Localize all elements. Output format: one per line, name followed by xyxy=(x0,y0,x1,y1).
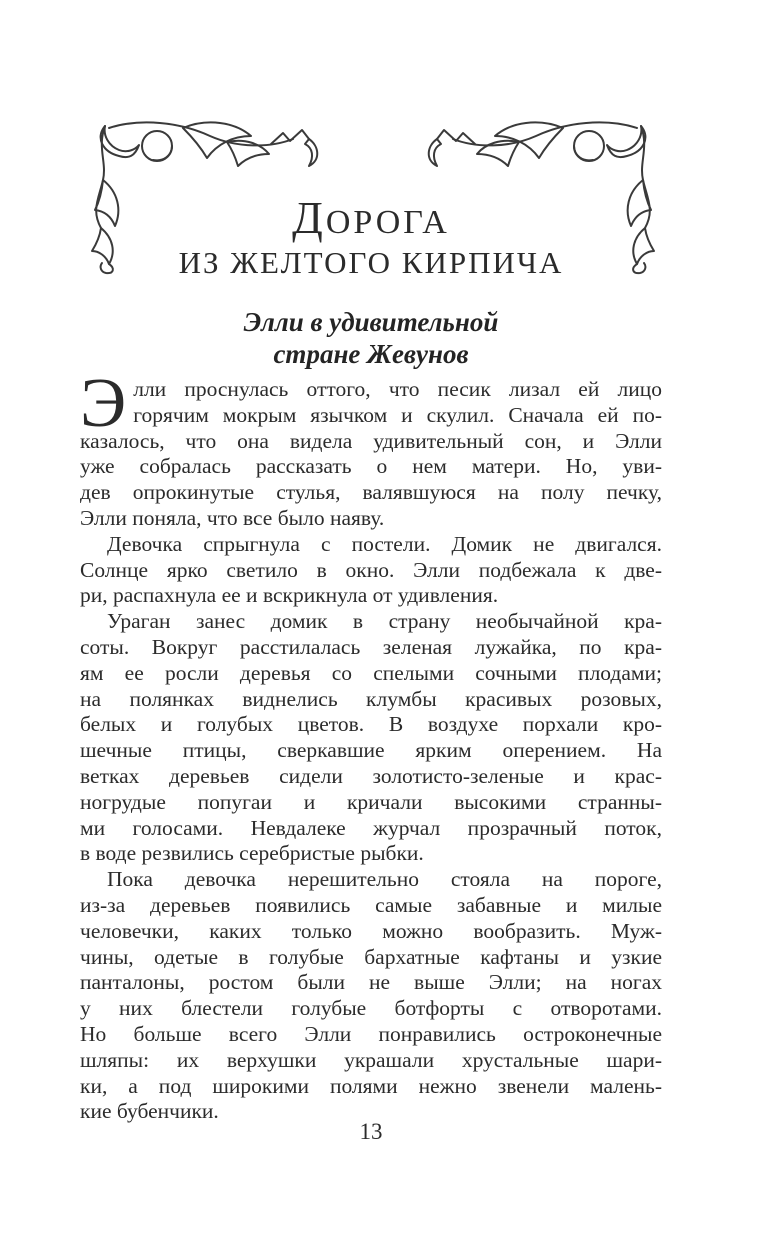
paragraph xyxy=(80,365,662,532)
text-line: уже собралась рассказать о нем матери. Но, уви- xyxy=(80,454,662,479)
text-line: казалось, что она видела удивительный сон, и Элли xyxy=(80,428,662,453)
paragraph xyxy=(80,532,662,609)
section-subtitle xyxy=(80,306,662,370)
text-line: Элли поняла, что все было наяву. xyxy=(80,505,385,530)
text-line: Но больше всего Элли понравились остроконечные xyxy=(80,1021,662,1046)
text-line: соты. Вокруг расстилалась зеленая лужайка, по кра- xyxy=(80,634,662,659)
drop-cap: Э xyxy=(80,365,127,442)
text-line: Пока девочка нерешительно стояла на пороге, xyxy=(107,867,662,892)
text-line: Девочка спрыгнула с постели. Домик не двигался. xyxy=(107,531,662,556)
chapter-title xyxy=(80,193,662,282)
text-line: человечки, каких только можно вообразить. Муж- xyxy=(80,918,662,943)
text-line: кие бубенчики. xyxy=(80,1099,219,1124)
chapter-title-line1: ДОРОГА xyxy=(292,193,450,243)
paragraph xyxy=(80,867,662,1125)
text-line: ми голосами. Невдалеке журчал прозрачный поток, xyxy=(80,815,662,840)
text-line: ям ее росли деревья со спелыми сочными плодами; xyxy=(80,660,662,685)
text-line: белых и голубых цветов. В воздухе порхали кро- xyxy=(80,712,662,737)
text-line: ки, а под широкими полями нежно звенели малень- xyxy=(80,1073,662,1098)
text-line: ногрудые попугаи и кричали высокими странны- xyxy=(80,789,662,814)
text-line: чины, одетые в голубые бархатные кафтаны и узкие xyxy=(80,944,662,969)
text-line: Ураган занес домик в страну необычайной кра- xyxy=(107,609,662,634)
text-line: горячим мокрым язычком и скулил. Сначала ей по- xyxy=(133,402,662,427)
subtitle-line1: Элли в удивительной xyxy=(243,307,499,337)
text-line: лли проснулась оттого, что песик лизал ей лицо xyxy=(133,377,662,401)
text-line: из-за деревьев появились самые забавные и милые xyxy=(80,892,662,917)
paragraph xyxy=(80,609,662,867)
text-line: на полянках виднелись клумбы красивых розовых, xyxy=(80,686,662,711)
subtitle-line2: стране Жевунов xyxy=(273,339,469,369)
body-text xyxy=(80,365,662,1125)
chapter-title-line2: ИЗ ЖЕЛТОГО КИРПИЧА xyxy=(178,245,564,280)
text-line: дев опрокинутые стулья, валявшуюся на полу печку, xyxy=(80,480,662,505)
text-line: ри, распахнула ее и вскрикнула от удивления. xyxy=(80,583,499,608)
text-line: ветках деревьев сидели золотисто-зеленые и крас- xyxy=(80,763,662,788)
text-line: в воде резвились серебристые рыбки. xyxy=(80,841,424,866)
text-line: панталоны, ростом были не выше Элли; на ногах xyxy=(80,970,662,995)
page-number: 13 xyxy=(359,1119,383,1144)
text-line: шечные птицы, сверкавшие ярким оперением. На xyxy=(80,738,662,763)
text-line: Солнце ярко светило в окно. Элли подбежала к две- xyxy=(80,557,662,582)
text-line: у них блестели голубые ботфорты с отворотами. xyxy=(80,996,662,1021)
text-line: шляпы: их верхушки украшали хрустальные шари- xyxy=(80,1047,662,1072)
